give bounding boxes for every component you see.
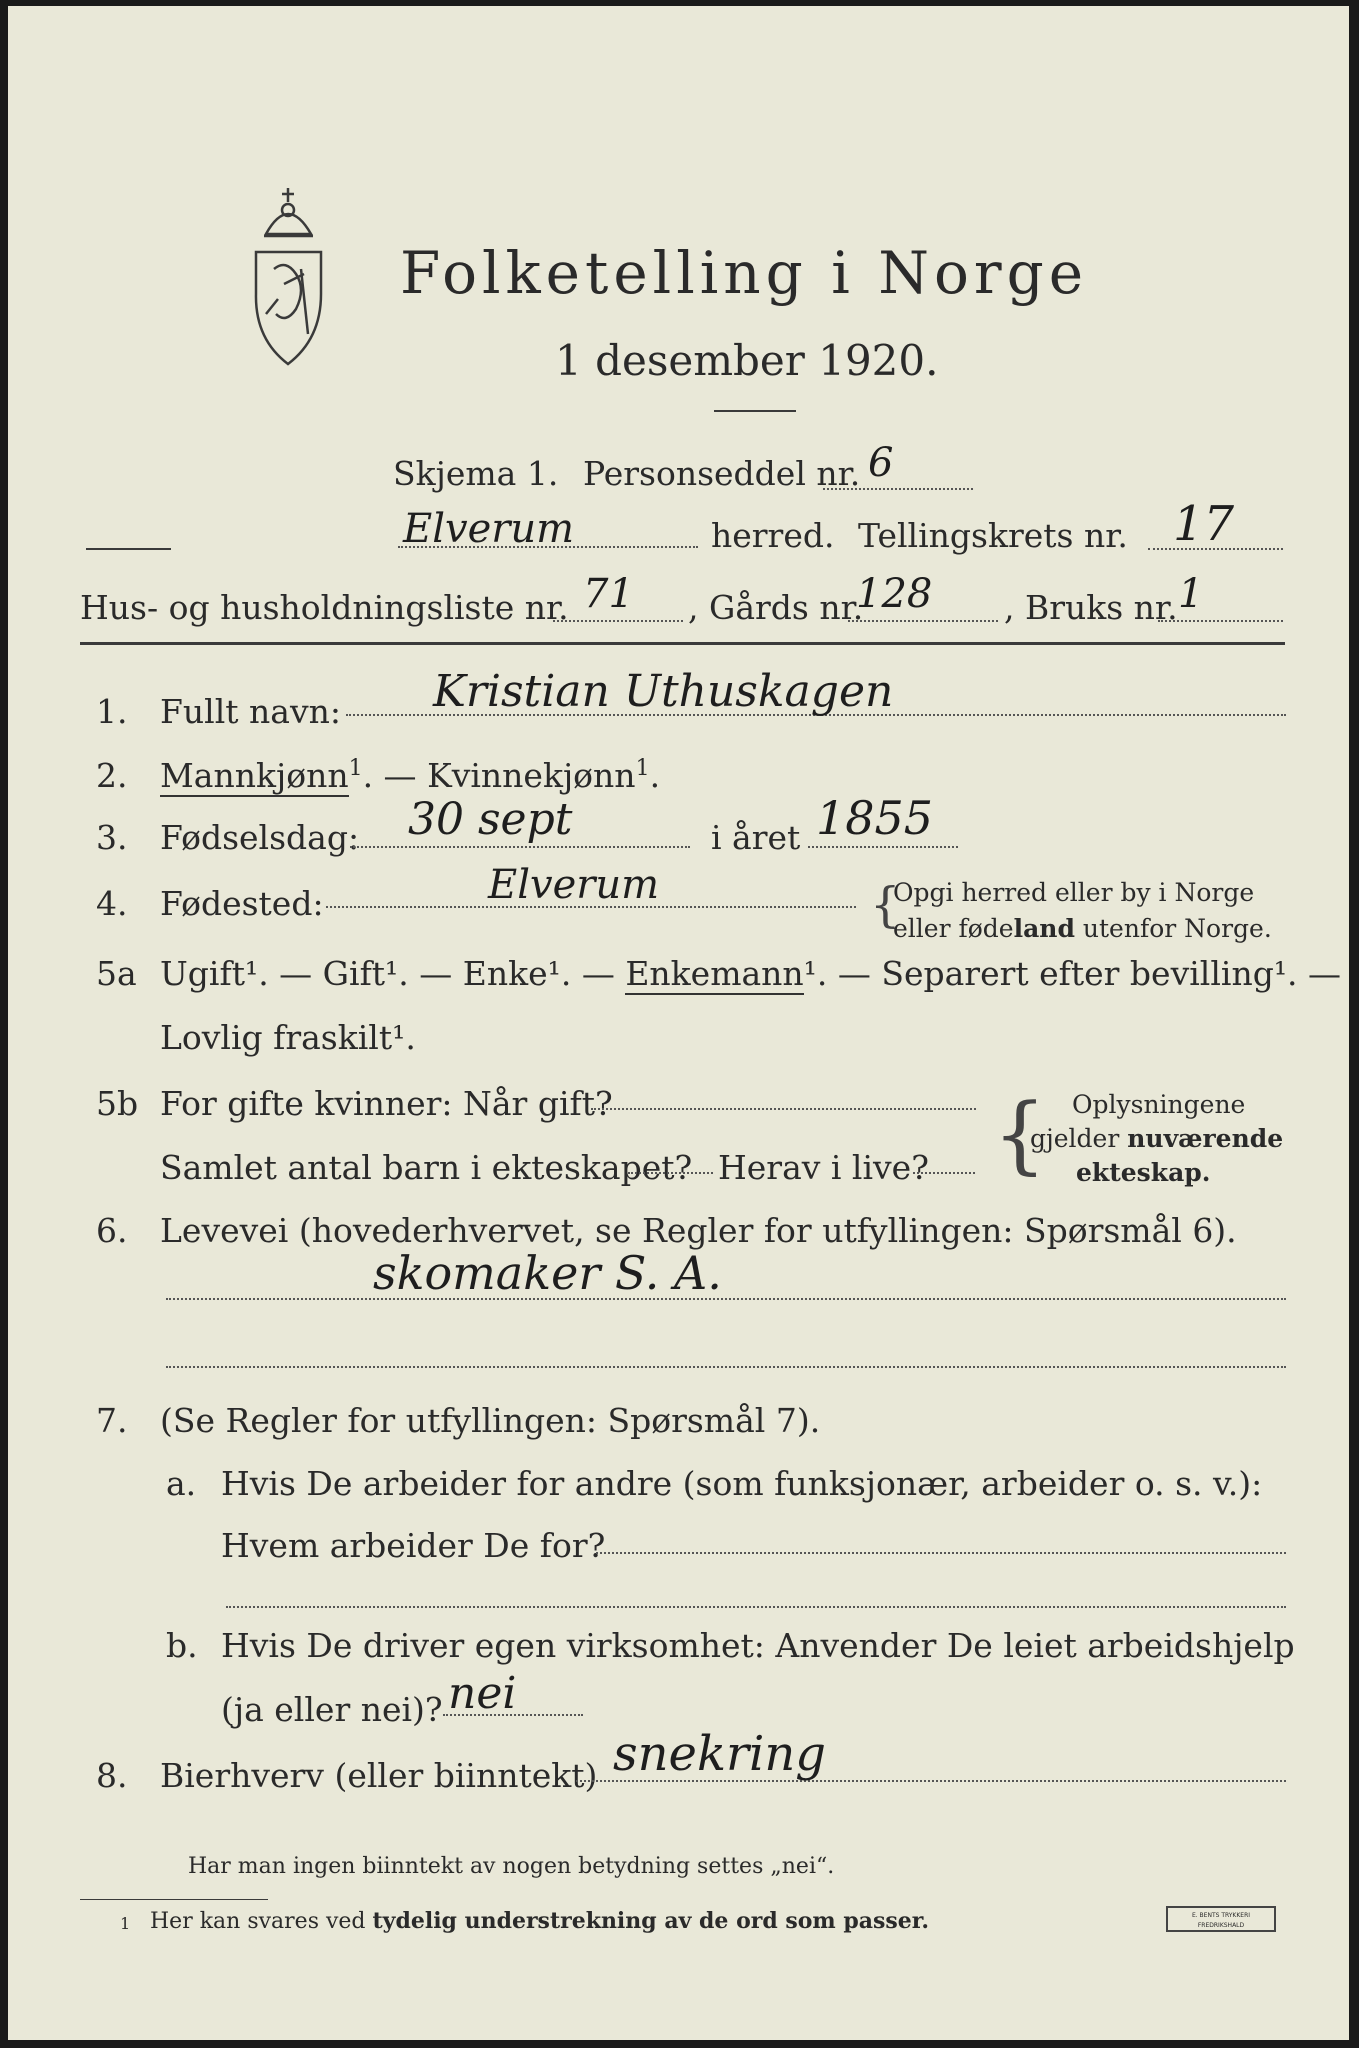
option-mannkjonn[interactable]: Mannkjønn bbox=[160, 756, 349, 795]
q4-label: Fødested: bbox=[160, 884, 324, 923]
q1-number: 1. bbox=[96, 692, 128, 731]
footnote-number: 1 bbox=[120, 1914, 131, 1933]
form-title: Folketelling i Norge bbox=[400, 239, 1089, 307]
q4-brace: { bbox=[870, 877, 901, 933]
q7b-line1: Hvis De driver egen virksomhet: Anvender De leiet arbeidshjelp bbox=[221, 1626, 1295, 1665]
bruks-value: 1 bbox=[1178, 571, 1204, 617]
bruks-label: , Bruks nr. bbox=[1004, 588, 1178, 627]
q8-number: 8. bbox=[96, 1756, 128, 1795]
q5b-note-line3: ekteskap. bbox=[1076, 1158, 1211, 1187]
footnote-rule bbox=[80, 1899, 268, 1900]
birthplace-value: Elverum bbox=[488, 862, 660, 908]
children-count-field[interactable] bbox=[628, 1172, 713, 1174]
herred-leading-rule bbox=[86, 548, 171, 550]
occupation-value: skomaker S. A. bbox=[373, 1246, 722, 1300]
norway-coat-of-arms-icon bbox=[226, 174, 351, 374]
census-form-page bbox=[8, 6, 1349, 2040]
q5b-number: 5b bbox=[96, 1084, 139, 1123]
occupation-field-line2[interactable] bbox=[166, 1366, 1286, 1368]
personseddel-field[interactable] bbox=[823, 488, 973, 490]
birthday-value: 30 sept bbox=[408, 794, 573, 845]
q8-label: Bierhverv (eller biinntekt) bbox=[160, 1756, 598, 1795]
skjema-label: Skjema 1. bbox=[393, 454, 559, 493]
side-income-value: snekring bbox=[613, 1726, 826, 1782]
q1-label: Fullt navn: bbox=[160, 692, 341, 731]
option-kvinnekjonn[interactable]: Kvinnekjønn bbox=[427, 756, 636, 795]
q7a-line1: Hvis De arbeider for andre (som funksjonær, arbeider o. s. v.): bbox=[221, 1464, 1263, 1503]
hus-field[interactable] bbox=[553, 620, 683, 622]
q5b-note-line1: Oplysningene bbox=[1072, 1090, 1246, 1119]
tellingskrets-label: Tellingskrets nr. bbox=[858, 516, 1128, 555]
birth-year-field[interactable] bbox=[808, 846, 958, 848]
q2-number: 2. bbox=[96, 756, 128, 795]
q2-options: Mannkjønn$^1$. — Kvinnekjønn$^1$. bbox=[160, 756, 661, 795]
gards-label: , Gårds nr. bbox=[688, 588, 864, 627]
q5a-line2: Lovlig fraskilt¹. bbox=[160, 1018, 416, 1057]
birthday-field[interactable] bbox=[350, 846, 690, 848]
q5b-line1: For gifte kvinner: Når gift? bbox=[160, 1084, 613, 1123]
gards-field[interactable] bbox=[848, 620, 998, 622]
q4-note-line2: eller fødeland utenfor Norge. bbox=[893, 914, 1272, 943]
personseddel-label: Personseddel nr. bbox=[583, 454, 861, 493]
q7b-line2: (ja eller nei)? bbox=[221, 1690, 443, 1729]
herred-value: Elverum bbox=[403, 506, 575, 552]
q5b-brace: { bbox=[993, 1085, 1047, 1183]
q7b-number: b. bbox=[166, 1626, 198, 1665]
no-income-note: Har man ingen biinntekt av nogen betydning settes „nei“. bbox=[188, 1854, 835, 1879]
children-alive-field[interactable] bbox=[913, 1172, 975, 1174]
q3-label: Fødselsdag: bbox=[160, 818, 360, 857]
census-date: 1 desember 1920. bbox=[555, 336, 939, 385]
employer-field-line2[interactable] bbox=[226, 1606, 1286, 1608]
q7a-number: a. bbox=[166, 1464, 197, 1503]
birth-year-value: 1855 bbox=[816, 791, 934, 845]
title-divider bbox=[714, 410, 796, 412]
q6-label: Levevei (hovederhvervet, se Regler for utfyllingen: Spørsmål 6). bbox=[160, 1211, 1237, 1250]
gards-value: 128 bbox=[856, 571, 933, 617]
q4-number: 4. bbox=[96, 884, 128, 923]
tellingskrets-value: 17 bbox=[1173, 496, 1235, 552]
footnote-text: Her kan svares ved tydelig understrekning av de ord som passer. bbox=[150, 1908, 930, 1934]
occupation-field[interactable] bbox=[166, 1298, 1286, 1300]
bruks-field[interactable] bbox=[1158, 620, 1283, 622]
q7-number: 7. bbox=[96, 1401, 128, 1440]
married-when-field[interactable] bbox=[591, 1108, 976, 1110]
herred-label: herred. bbox=[711, 516, 835, 555]
employer-field[interactable] bbox=[596, 1552, 1286, 1554]
personseddel-value: 6 bbox=[868, 440, 894, 486]
q5a-number: 5a bbox=[96, 954, 137, 993]
q7-label: (Se Regler for utfyllingen: Spørsmål 7). bbox=[160, 1401, 821, 1440]
printer-stamp: E. BENTS TRYKKERI FREDRIKSHALD bbox=[1166, 1906, 1276, 1932]
q5b-note-line2: gjelder nuværende bbox=[1030, 1124, 1284, 1153]
hus-value: 71 bbox=[583, 571, 634, 617]
hus-label: Hus- og husholdningsliste nr. bbox=[80, 588, 569, 627]
hired-help-value: nei bbox=[448, 1668, 517, 1719]
q7a-line2: Hvem arbeider De for? bbox=[221, 1526, 606, 1565]
q5b-line2b: Herav i live? bbox=[718, 1148, 929, 1187]
q5a-line1: Ugift¹. — Gift¹. — Enke¹. — Enkemann¹. — Separert efter bevilling¹. — bbox=[160, 954, 1342, 993]
q3-number: 3. bbox=[96, 818, 128, 857]
q6-number: 6. bbox=[96, 1211, 128, 1250]
full-name-value: Kristian Uthuskagen bbox=[433, 666, 894, 717]
year-label: i året bbox=[711, 818, 801, 857]
option-enkemann[interactable]: Enkemann bbox=[625, 954, 804, 993]
header-divider bbox=[80, 642, 1285, 645]
q5b-line2: Samlet antal barn i ekteskapet? bbox=[160, 1148, 693, 1187]
q4-note-line1: Opgi herred eller by i Norge bbox=[893, 878, 1255, 907]
